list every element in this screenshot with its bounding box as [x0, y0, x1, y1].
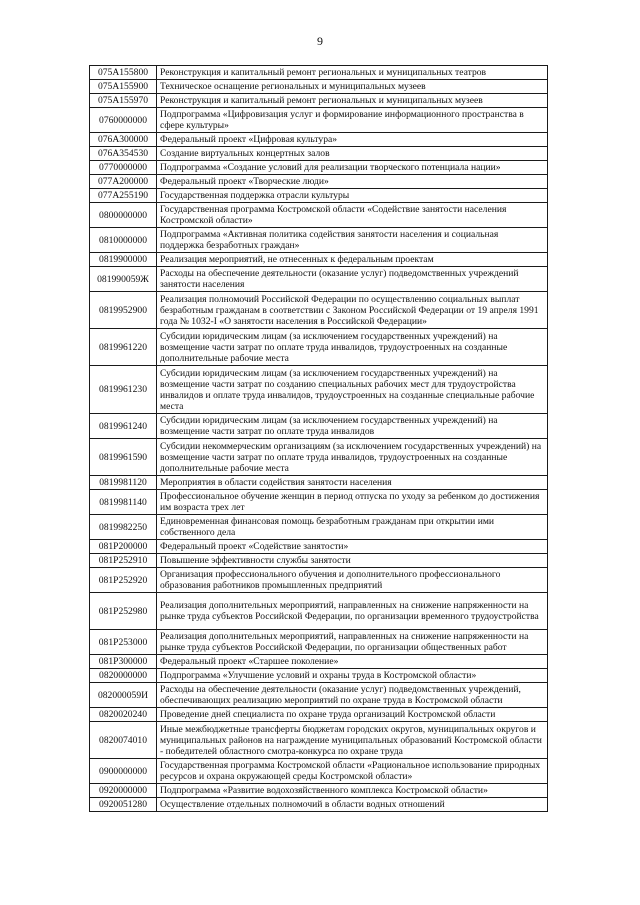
- row-name: Подпрограмма «Создание условий для реализации творческого потенциала нации»: [157, 161, 548, 175]
- row-name: Реализация дополнительных мероприятий, направленных на снижение напряженности на рынке труда субъектов Российской Федерации, по организации временного трудоустройства: [157, 593, 548, 630]
- table-row: [90, 228, 548, 253]
- table-row: [90, 80, 548, 94]
- table-row: [90, 759, 548, 784]
- row-code: 0819961590: [90, 439, 157, 476]
- table-row: [90, 189, 548, 203]
- row-name: Создание виртуальных концертных залов: [157, 147, 548, 161]
- row-name: Федеральный проект «Содействие занятости»: [157, 540, 548, 554]
- table-row: [90, 540, 548, 554]
- row-name: Профессиональное обучение женщин в период отпуска по уходу за ребенком до достижения им возраста трех лет: [157, 490, 548, 515]
- row-code: 081P252910: [90, 554, 157, 568]
- table-row: [90, 784, 548, 798]
- table-row: [90, 655, 548, 669]
- row-name: Субсидии юридическим лицам (за исключением государственных учреждений) на возмещение части затрат по оплате труда инвалидов, трудоустроенных на созданные дополнительные рабочие места: [157, 329, 548, 366]
- row-code: 0770000000: [90, 161, 157, 175]
- table-row: [90, 292, 548, 329]
- row-code: 0819961230: [90, 366, 157, 414]
- row-code: 0819961240: [90, 414, 157, 439]
- row-code: 0920051280: [90, 798, 157, 812]
- row-code: 0760000000: [90, 108, 157, 133]
- table-row: [90, 329, 548, 366]
- table-row: [90, 439, 548, 476]
- row-code: 0810000000: [90, 228, 157, 253]
- row-code: 0819981140: [90, 490, 157, 515]
- row-name: Повышение эффективности службы занятости: [157, 554, 548, 568]
- table-row: [90, 554, 548, 568]
- row-name: Расходы на обеспечение деятельности (оказание услуг) подведомственных учреждений занятости населения: [157, 267, 548, 292]
- table-body: [90, 66, 548, 812]
- row-name: Расходы на обеспечение деятельности (оказание услуг) подведомственных учреждений, обеспечивающих реализацию мероприятий по охране труда в Костромской области: [157, 683, 548, 708]
- row-code: 075A155800: [90, 66, 157, 80]
- row-code: 0900000000: [90, 759, 157, 784]
- table-row: [90, 203, 548, 228]
- row-name: Реконструкция и капитальный ремонт региональных и муниципальных театров: [157, 66, 548, 80]
- table-row: [90, 476, 548, 490]
- table-row: [90, 414, 548, 439]
- row-name: Государственная программа Костромской области «Рациональное использование природных ресурсов и охрана окружающей среды Костромской области»: [157, 759, 548, 784]
- table-row: [90, 515, 548, 540]
- row-name: Подпрограмма «Цифровизация услуг и формирование информационного пространства в сфере культуры»: [157, 108, 548, 133]
- row-code: 081P252980: [90, 593, 157, 630]
- row-name: Реконструкция и капитальный ремонт региональных и муниципальных музеев: [157, 94, 548, 108]
- row-code: 0820020240: [90, 708, 157, 722]
- row-name: Техническое оснащение региональных и муниципальных музеев: [157, 80, 548, 94]
- row-name: Осуществление отдельных полномочий в области водных отношений: [157, 798, 548, 812]
- table-row: [90, 683, 548, 708]
- row-name: Субсидии некоммерческим организациям (за исключением государственных учреждений) на возмещение части затрат по оплате труда инвалидов, трудоустроенных на созданные дополнительные рабочие места: [157, 439, 548, 476]
- table-row: [90, 133, 548, 147]
- row-code: 082000059И: [90, 683, 157, 708]
- table-row: [90, 490, 548, 515]
- row-name: Реализация полномочий Российской Федерации по осуществлению социальных выплат безработным гражданам в соответствии с Законом Российской Федерации от 19 апреля 1991 года № 1032-I «О занятости населения в Российской Федерации»: [157, 292, 548, 329]
- row-code: 075A155970: [90, 94, 157, 108]
- row-name: Реализация мероприятий, не отнесенных к федеральным проектам: [157, 253, 548, 267]
- row-code: 0920000000: [90, 784, 157, 798]
- table-row: [90, 366, 548, 414]
- row-code: 081990059Ж: [90, 267, 157, 292]
- row-code: 0819981120: [90, 476, 157, 490]
- row-name: Мероприятия в области содействия занятости населения: [157, 476, 548, 490]
- row-code: 0800000000: [90, 203, 157, 228]
- row-name: Проведение дней специалиста по охране труда организаций Костромской области: [157, 708, 548, 722]
- table-row: [90, 267, 548, 292]
- row-name: Государственная поддержка отрасли культуры: [157, 189, 548, 203]
- table-row: [90, 798, 548, 812]
- budget-code-table: [89, 65, 548, 812]
- row-name: Реализация дополнительных мероприятий, направленных на снижение напряженности на рынке труда субъектов Российской Федерации, по организации общественных работ: [157, 630, 548, 655]
- page-number: 9: [317, 34, 323, 48]
- table-row: [90, 708, 548, 722]
- table-row: [90, 94, 548, 108]
- row-name: Иные межбюджетные трансферты бюджетам городских округов, муниципальных округов и муниципальных районов на награждение муниципальных образований Костромской области - победителей областного смотра-конкурса по охране труда: [157, 722, 548, 759]
- table-row: [90, 253, 548, 267]
- table-row: [90, 66, 548, 80]
- row-code: 0819982250: [90, 515, 157, 540]
- row-code: 0819961220: [90, 329, 157, 366]
- table-row: [90, 108, 548, 133]
- row-name: Федеральный проект «Старшее поколение»: [157, 655, 548, 669]
- table-row: [90, 175, 548, 189]
- row-code: 081P253000: [90, 630, 157, 655]
- row-name: Федеральный проект «Творческие люди»: [157, 175, 548, 189]
- row-code: 0819952900: [90, 292, 157, 329]
- table-row: [90, 568, 548, 593]
- row-name: Подпрограмма «Развитие водохозяйственного комплекса Костромской области»: [157, 784, 548, 798]
- row-code: 076A300000: [90, 133, 157, 147]
- table-row: [90, 630, 548, 655]
- row-code: 077A200000: [90, 175, 157, 189]
- row-name: Организация профессионального обучения и дополнительного профессионального образования работников промышленных предприятий: [157, 568, 548, 593]
- table-row: [90, 161, 548, 175]
- row-name: Единовременная финансовая помощь безработным гражданам при открытии ими собственного дела: [157, 515, 548, 540]
- table-row: [90, 722, 548, 759]
- row-name: Субсидии юридическим лицам (за исключением государственных учреждений) на возмещение части затрат по созданию специальных рабочих мест для трудоустройства инвалидов и оплате труда инвалидов, трудоустроенных на созданные специальные рабочие места: [157, 366, 548, 414]
- row-code: 077A255190: [90, 189, 157, 203]
- row-code: 0819900000: [90, 253, 157, 267]
- table-row: [90, 147, 548, 161]
- row-name: Подпрограмма «Активная политика содействия занятости населения и социальная поддержка безработных граждан»: [157, 228, 548, 253]
- row-code: 081P200000: [90, 540, 157, 554]
- row-code: 081P252920: [90, 568, 157, 593]
- row-code: 0820000000: [90, 669, 157, 683]
- row-name: Федеральный проект «Цифровая культура»: [157, 133, 548, 147]
- row-name: Государственная программа Костромской области «Содействие занятости населения Костромской области»: [157, 203, 548, 228]
- table-row: [90, 593, 548, 630]
- row-name: Субсидии юридическим лицам (за исключением государственных учреждений) на возмещение части затрат по оплате труда инвалидов: [157, 414, 548, 439]
- row-code: 076A354530: [90, 147, 157, 161]
- table-row: [90, 669, 548, 683]
- row-code: 0820074010: [90, 722, 157, 759]
- row-name: Подпрограмма «Улучшение условий и охраны труда в Костромской области»: [157, 669, 548, 683]
- row-code: 081P300000: [90, 655, 157, 669]
- row-code: 075A155900: [90, 80, 157, 94]
